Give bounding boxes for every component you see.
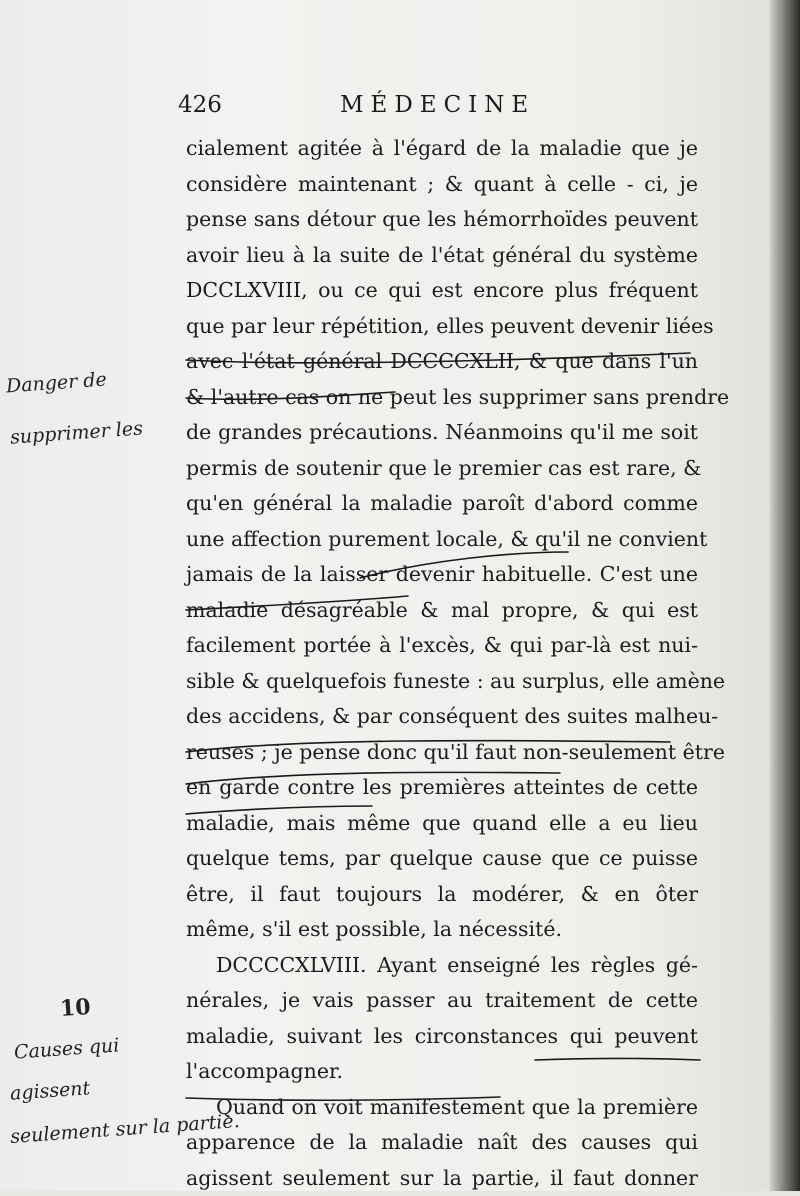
text-line: de grandes précautions. Néanmoins qu'il me soit	[186, 415, 698, 451]
page-edge-shadow	[770, 0, 800, 1191]
text-line: avoir lieu à la suite de l'état général du système	[186, 238, 698, 274]
running-title: MÉDECINE	[340, 92, 535, 118]
text-line: nérales, je vais passer au traitement de cette	[186, 983, 698, 1019]
text-line: permis de soutenir que le premier cas est rare, &	[186, 451, 698, 487]
margin-note: agissent	[9, 1077, 91, 1105]
text-line: maladie, suivant les circonstances qui peuvent	[186, 1019, 698, 1055]
text-line: considère maintenant ; & quant à celle - ci, je	[186, 167, 698, 203]
text-line: avec l'état général DCCCCXLII, & que dans l'un	[186, 344, 698, 380]
page-number: 426	[178, 92, 222, 118]
text-line: l'accompagner.	[186, 1054, 698, 1090]
text-line: sible & quelquefois funeste : au surplus, elle amène	[186, 664, 698, 700]
text-line: des accidens, & par conséquent des suites malheu-	[186, 699, 698, 735]
text-line: même, s'il est possible, la nécessité.	[186, 912, 698, 948]
text-line: une affection purement locale, & qu'il ne convient	[186, 522, 698, 558]
text-line: jamais de la laisser devenir habituelle. C'est une	[186, 557, 698, 593]
text-line: & l'autre cas on ne peut les supprimer sans prendre	[186, 380, 698, 416]
margin-note-number: 10	[59, 994, 91, 1022]
text-line: reuses ; je pense donc qu'il faut non-seulement être	[186, 735, 698, 771]
paragraph-start-line: Quand on voit manifestement que la première	[186, 1090, 698, 1126]
text-line: cialement agitée à l'égard de la maladie que je	[186, 131, 698, 167]
text-line: agissent seulement sur la partie, il faut donner	[186, 1161, 698, 1196]
margin-note: Danger de	[5, 369, 107, 398]
text-line: apparence de la maladie naît des causes qui	[186, 1125, 698, 1161]
text-line: pense sans détour que les hémorrhoïdes peuvent	[186, 202, 698, 238]
margin-note: Causes qui	[13, 1034, 120, 1063]
text-line: maladie, mais même que quand elle a eu lieu	[186, 806, 698, 842]
section-heading-line: DCCCCXLVIII. Ayant enseigné les règles gé-	[186, 948, 698, 984]
page-header	[178, 92, 698, 126]
text-line: être, il faut toujours la modérer, & en ôter	[186, 877, 698, 913]
margin-note: supprimer les	[9, 417, 143, 448]
text-line: que par leur répétition, elles peuvent devenir liées	[186, 309, 698, 345]
text-line: DCCLXVIII, ou ce qui est encore plus fréquent	[186, 273, 698, 309]
text-line: en garde contre les premières atteintes de cette	[186, 770, 698, 806]
text-line: qu'en général la maladie paroît d'abord comme	[186, 486, 698, 522]
body-text	[186, 131, 698, 1196]
text-line: facilement portée à l'excès, & qui par-là est nui-	[186, 628, 698, 664]
text-line: maladie désagréable & mal propre, & qui est	[186, 593, 698, 629]
margin-note: seulement sur la partie.	[10, 1110, 241, 1148]
text-line: quelque tems, par quelque cause que ce puisse	[186, 841, 698, 877]
